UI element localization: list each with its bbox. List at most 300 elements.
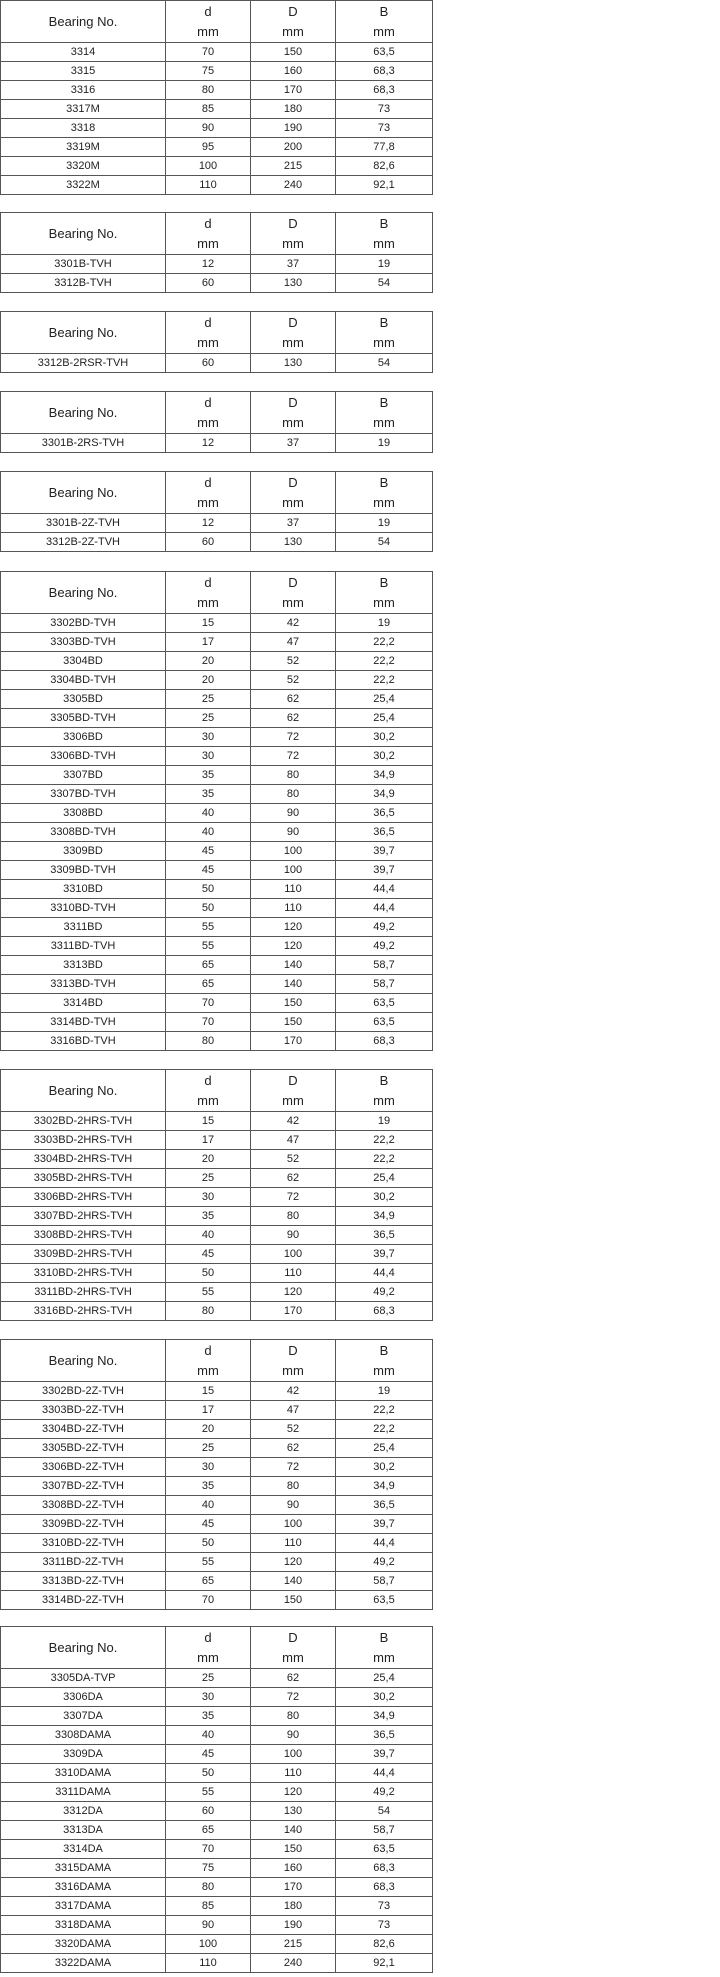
cell-width: 39,7: [336, 861, 433, 880]
cell-outer-diameter: 150: [251, 1840, 336, 1859]
cell-bearing-no: 3304BD-2HRS-TVH: [1, 1150, 166, 1169]
cell-width: 58,7: [336, 1821, 433, 1840]
cell-width: 36,5: [336, 1226, 433, 1245]
cell-bearing-no: 3306BD-TVH: [1, 747, 166, 766]
cell-outer-diameter: 130: [251, 1802, 336, 1821]
cell-width: 19: [336, 255, 433, 274]
cell-bearing-no: 3305DA-TVP: [1, 1669, 166, 1688]
cell-inner-diameter: 20: [166, 652, 251, 671]
cell-width: 44,4: [336, 1764, 433, 1783]
cell-inner-diameter: 60: [166, 1802, 251, 1821]
cell-outer-diameter: 100: [251, 1245, 336, 1264]
header-width-symbol: B: [379, 1072, 389, 1088]
cell-bearing-no: 3301B-2Z-TVH: [1, 514, 166, 533]
cell-bearing-no: 3312DA: [1, 1802, 166, 1821]
cell-width: 49,2: [336, 937, 433, 956]
cell-outer-diameter: 150: [251, 1591, 336, 1610]
cell-bearing-no: 3310BD-2Z-TVH: [1, 1534, 166, 1553]
table-row: [1, 1226, 433, 1245]
cell-bearing-no: 3314: [1, 43, 166, 62]
table-row: [1, 100, 433, 119]
cell-inner-diameter: 45: [166, 1745, 251, 1764]
table-row: [1, 918, 433, 937]
cell-outer-diameter: 215: [251, 1935, 336, 1954]
table-row: [1, 533, 433, 552]
cell-width: 82,6: [336, 157, 433, 176]
cell-inner-diameter: 95: [166, 138, 251, 157]
table-row: [1, 1764, 433, 1783]
cell-inner-diameter: 40: [166, 1726, 251, 1745]
header-bearing-no: Bearing No.: [1, 1340, 166, 1382]
table-row: [1, 747, 433, 766]
cell-bearing-no: 3313BD-TVH: [1, 975, 166, 994]
cell-width: 30,2: [336, 747, 433, 766]
header-bearing-no: Bearing No.: [1, 1070, 166, 1112]
cell-inner-diameter: 70: [166, 994, 251, 1013]
header-outer-diameter: [251, 213, 336, 255]
cell-width: 73: [336, 100, 433, 119]
table-row: [1, 690, 433, 709]
cell-outer-diameter: 62: [251, 1439, 336, 1458]
header-width-unit: mm: [373, 494, 395, 510]
table-row: [1, 1420, 433, 1439]
cell-outer-diameter: 80: [251, 1477, 336, 1496]
cell-width: 68,3: [336, 1032, 433, 1051]
table-row: [1, 176, 433, 195]
cell-width: 63,5: [336, 1013, 433, 1032]
cell-width: 73: [336, 1916, 433, 1935]
header-width-unit: mm: [373, 1649, 395, 1665]
table-row: [1, 1878, 433, 1897]
table-row: [1, 62, 433, 81]
cell-width: 22,2: [336, 633, 433, 652]
header-bearing-no: Bearing No.: [1, 392, 166, 434]
cell-outer-diameter: 150: [251, 43, 336, 62]
cell-width: 68,3: [336, 62, 433, 81]
cell-width: 36,5: [336, 1496, 433, 1515]
cell-bearing-no: 3303BD-TVH: [1, 633, 166, 652]
cell-bearing-no: 3310BD: [1, 880, 166, 899]
table-row: [1, 1534, 433, 1553]
cell-bearing-no: 3306DA: [1, 1688, 166, 1707]
header-outer-diameter-unit: mm: [282, 414, 304, 430]
table-row: [1, 994, 433, 1013]
table-row: [1, 1859, 433, 1878]
cell-width: 30,2: [336, 1188, 433, 1207]
cell-inner-diameter: 35: [166, 1207, 251, 1226]
cell-inner-diameter: 50: [166, 1534, 251, 1553]
table-row: [1, 1131, 433, 1150]
cell-inner-diameter: 50: [166, 880, 251, 899]
cell-width: 25,4: [336, 1439, 433, 1458]
header-width: [336, 1, 433, 43]
cell-outer-diameter: 170: [251, 1032, 336, 1051]
cell-outer-diameter: 140: [251, 1821, 336, 1840]
table-header-row: [1, 472, 433, 514]
table-row: [1, 354, 433, 373]
table-row: [1, 1458, 433, 1477]
cell-inner-diameter: 100: [166, 157, 251, 176]
header-outer-diameter-unit: mm: [282, 235, 304, 251]
cell-bearing-no: 3306BD-2HRS-TVH: [1, 1188, 166, 1207]
header-inner-diameter-symbol: d: [204, 474, 212, 490]
cell-bearing-no: 3309BD-TVH: [1, 861, 166, 880]
table-row: [1, 1935, 433, 1954]
header-inner-diameter-unit: mm: [197, 235, 219, 251]
table-row: [1, 861, 433, 880]
table-header-row: [1, 1340, 433, 1382]
cell-inner-diameter: 50: [166, 1264, 251, 1283]
cell-width: 22,2: [336, 1420, 433, 1439]
cell-inner-diameter: 30: [166, 747, 251, 766]
cell-width: 39,7: [336, 842, 433, 861]
cell-inner-diameter: 100: [166, 1935, 251, 1954]
header-inner-diameter: [166, 1, 251, 43]
header-inner-diameter-symbol: d: [204, 1072, 212, 1088]
cell-outer-diameter: 62: [251, 1169, 336, 1188]
header-width: [336, 312, 433, 354]
cell-bearing-no: 3318DAMA: [1, 1916, 166, 1935]
cell-inner-diameter: 20: [166, 1150, 251, 1169]
cell-bearing-no: 3304BD-TVH: [1, 671, 166, 690]
header-width-unit: mm: [373, 1362, 395, 1378]
header-width-symbol: B: [379, 474, 389, 490]
cell-outer-diameter: 72: [251, 728, 336, 747]
table-row: [1, 255, 433, 274]
bearing-table: [0, 1069, 433, 1321]
cell-bearing-no: 3322M: [1, 176, 166, 195]
table-header-row: [1, 312, 433, 354]
table-header-row: [1, 1070, 433, 1112]
cell-bearing-no: 3313BD: [1, 956, 166, 975]
header-inner-diameter-symbol: d: [204, 1342, 212, 1358]
cell-outer-diameter: 110: [251, 880, 336, 899]
table-row: [1, 1013, 433, 1032]
cell-outer-diameter: 42: [251, 1112, 336, 1131]
cell-width: 49,2: [336, 1283, 433, 1302]
cell-inner-diameter: 60: [166, 274, 251, 293]
header-width-unit: mm: [373, 23, 395, 39]
cell-inner-diameter: 45: [166, 842, 251, 861]
cell-bearing-no: 3313DA: [1, 1821, 166, 1840]
header-outer-diameter: [251, 1627, 336, 1669]
bearing-table: [0, 1339, 433, 1610]
cell-outer-diameter: 47: [251, 1131, 336, 1150]
cell-inner-diameter: 35: [166, 785, 251, 804]
header-inner-diameter: [166, 392, 251, 434]
cell-inner-diameter: 17: [166, 633, 251, 652]
cell-bearing-no: 3308BD-TVH: [1, 823, 166, 842]
cell-outer-diameter: 37: [251, 434, 336, 453]
cell-outer-diameter: 110: [251, 1764, 336, 1783]
cell-bearing-no: 3315: [1, 62, 166, 81]
cell-width: 58,7: [336, 1572, 433, 1591]
cell-inner-diameter: 12: [166, 514, 251, 533]
table-row: [1, 1591, 433, 1610]
cell-inner-diameter: 20: [166, 1420, 251, 1439]
table-row: [1, 1821, 433, 1840]
cell-bearing-no: 3305BD: [1, 690, 166, 709]
cell-width: 22,2: [336, 1401, 433, 1420]
header-outer-diameter-symbol: D: [288, 574, 298, 590]
cell-outer-diameter: 140: [251, 1572, 336, 1591]
table-row: [1, 1707, 433, 1726]
table-row: [1, 633, 433, 652]
cell-inner-diameter: 25: [166, 690, 251, 709]
cell-width: 34,9: [336, 1207, 433, 1226]
cell-inner-diameter: 75: [166, 62, 251, 81]
cell-outer-diameter: 100: [251, 842, 336, 861]
header-inner-diameter-unit: mm: [197, 23, 219, 39]
cell-outer-diameter: 42: [251, 614, 336, 633]
table-row: [1, 1283, 433, 1302]
cell-inner-diameter: 110: [166, 176, 251, 195]
table-row: [1, 1726, 433, 1745]
bearing-table: [0, 311, 433, 373]
header-outer-diameter: [251, 312, 336, 354]
cell-inner-diameter: 55: [166, 918, 251, 937]
cell-width: 63,5: [336, 1591, 433, 1610]
table-row: [1, 1688, 433, 1707]
cell-bearing-no: 3312B-TVH: [1, 274, 166, 293]
cell-bearing-no: 3309BD-2Z-TVH: [1, 1515, 166, 1534]
header-inner-diameter-unit: mm: [197, 1092, 219, 1108]
cell-outer-diameter: 140: [251, 956, 336, 975]
cell-inner-diameter: 50: [166, 899, 251, 918]
cell-inner-diameter: 80: [166, 1032, 251, 1051]
cell-outer-diameter: 160: [251, 62, 336, 81]
cell-inner-diameter: 35: [166, 766, 251, 785]
cell-inner-diameter: 25: [166, 1669, 251, 1688]
cell-bearing-no: 3302BD-2Z-TVH: [1, 1382, 166, 1401]
cell-width: 49,2: [336, 1553, 433, 1572]
cell-width: 36,5: [336, 804, 433, 823]
header-outer-diameter-unit: mm: [282, 1362, 304, 1378]
cell-bearing-no: 3320DAMA: [1, 1935, 166, 1954]
cell-bearing-no: 3301B-TVH: [1, 255, 166, 274]
header-width-symbol: B: [379, 1629, 389, 1645]
bearing-table: [0, 571, 433, 1051]
cell-width: 68,3: [336, 1302, 433, 1321]
header-outer-diameter-unit: mm: [282, 23, 304, 39]
header-outer-diameter-unit: mm: [282, 1649, 304, 1665]
cell-inner-diameter: 65: [166, 1821, 251, 1840]
cell-outer-diameter: 80: [251, 766, 336, 785]
cell-inner-diameter: 15: [166, 1112, 251, 1131]
table-header-row: [1, 1, 433, 43]
table-row: [1, 1669, 433, 1688]
cell-outer-diameter: 100: [251, 1515, 336, 1534]
header-outer-diameter-unit: mm: [282, 334, 304, 350]
cell-outer-diameter: 52: [251, 1420, 336, 1439]
table-header-row: [1, 1627, 433, 1669]
cell-width: 68,3: [336, 1859, 433, 1878]
cell-bearing-no: 3308BD-2HRS-TVH: [1, 1226, 166, 1245]
table-row: [1, 274, 433, 293]
cell-outer-diameter: 170: [251, 1302, 336, 1321]
header-outer-diameter-symbol: D: [288, 474, 298, 490]
cell-bearing-no: 3303BD-2HRS-TVH: [1, 1131, 166, 1150]
cell-bearing-no: 3307BD: [1, 766, 166, 785]
header-outer-diameter-unit: mm: [282, 594, 304, 610]
header-inner-diameter: [166, 572, 251, 614]
table-row: [1, 1112, 433, 1131]
table-row: [1, 1032, 433, 1051]
table-row: [1, 434, 433, 453]
cell-outer-diameter: 240: [251, 1954, 336, 1973]
cell-inner-diameter: 35: [166, 1477, 251, 1496]
cell-bearing-no: 3303BD-2Z-TVH: [1, 1401, 166, 1420]
cell-bearing-no: 3310DAMA: [1, 1764, 166, 1783]
cell-inner-diameter: 40: [166, 1226, 251, 1245]
header-bearing-no: Bearing No.: [1, 312, 166, 354]
cell-outer-diameter: 110: [251, 899, 336, 918]
cell-bearing-no: 3312B-2Z-TVH: [1, 533, 166, 552]
cell-outer-diameter: 190: [251, 1916, 336, 1935]
cell-width: 58,7: [336, 975, 433, 994]
header-bearing-no: Bearing No.: [1, 1, 166, 43]
header-outer-diameter: [251, 1340, 336, 1382]
header-inner-diameter-symbol: d: [204, 574, 212, 590]
table-header-row: [1, 572, 433, 614]
cell-width: 36,5: [336, 823, 433, 842]
header-inner-diameter: [166, 472, 251, 514]
cell-bearing-no: 3314BD-TVH: [1, 1013, 166, 1032]
table-row: [1, 138, 433, 157]
cell-outer-diameter: 52: [251, 652, 336, 671]
header-outer-diameter-unit: mm: [282, 494, 304, 510]
table-row: [1, 1382, 433, 1401]
table-row: [1, 728, 433, 747]
cell-width: 68,3: [336, 81, 433, 100]
table-row: [1, 804, 433, 823]
cell-width: 49,2: [336, 918, 433, 937]
header-width: [336, 1070, 433, 1112]
cell-inner-diameter: 55: [166, 1283, 251, 1302]
header-outer-diameter-symbol: D: [288, 3, 298, 19]
header-inner-diameter-unit: mm: [197, 1649, 219, 1665]
table-row: [1, 119, 433, 138]
header-inner-diameter-symbol: d: [204, 215, 212, 231]
cell-width: 22,2: [336, 671, 433, 690]
header-inner-diameter: [166, 1627, 251, 1669]
cell-width: 19: [336, 1382, 433, 1401]
table-row: [1, 975, 433, 994]
cell-bearing-no: 3317M: [1, 100, 166, 119]
cell-bearing-no: 3313BD-2Z-TVH: [1, 1572, 166, 1591]
table-row: [1, 1477, 433, 1496]
cell-bearing-no: 3302BD-TVH: [1, 614, 166, 633]
table-row: [1, 766, 433, 785]
cell-outer-diameter: 80: [251, 785, 336, 804]
cell-bearing-no: 3306BD-2Z-TVH: [1, 1458, 166, 1477]
cell-inner-diameter: 70: [166, 43, 251, 62]
cell-width: 92,1: [336, 1954, 433, 1973]
table-row: [1, 1150, 433, 1169]
header-outer-diameter-symbol: D: [288, 215, 298, 231]
header-bearing-no: Bearing No.: [1, 472, 166, 514]
header-bearing-no: Bearing No.: [1, 572, 166, 614]
cell-bearing-no: 3301B-2RS-TVH: [1, 434, 166, 453]
table-row: [1, 1496, 433, 1515]
cell-outer-diameter: 52: [251, 671, 336, 690]
cell-width: 36,5: [336, 1726, 433, 1745]
cell-inner-diameter: 85: [166, 1897, 251, 1916]
cell-inner-diameter: 12: [166, 255, 251, 274]
cell-bearing-no: 3304BD-2Z-TVH: [1, 1420, 166, 1439]
table-row: [1, 1897, 433, 1916]
cell-outer-diameter: 90: [251, 804, 336, 823]
header-inner-diameter: [166, 312, 251, 354]
header-width: [336, 472, 433, 514]
cell-bearing-no: 3315DAMA: [1, 1859, 166, 1878]
header-width: [336, 1340, 433, 1382]
header-bearing-no: Bearing No.: [1, 1627, 166, 1669]
bearing-table: [0, 471, 433, 552]
cell-outer-diameter: 72: [251, 1458, 336, 1477]
cell-width: 54: [336, 533, 433, 552]
cell-inner-diameter: 55: [166, 1553, 251, 1572]
table-row: [1, 1840, 433, 1859]
table-row: [1, 956, 433, 975]
cell-width: 73: [336, 119, 433, 138]
cell-bearing-no: 3308BD-2Z-TVH: [1, 1496, 166, 1515]
table-row: [1, 709, 433, 728]
header-inner-diameter-unit: mm: [197, 594, 219, 610]
cell-width: 63,5: [336, 1840, 433, 1859]
cell-inner-diameter: 110: [166, 1954, 251, 1973]
header-inner-diameter-unit: mm: [197, 414, 219, 430]
cell-bearing-no: 3314BD-2Z-TVH: [1, 1591, 166, 1610]
cell-outer-diameter: 80: [251, 1707, 336, 1726]
header-width-symbol: B: [379, 574, 389, 590]
cell-width: 58,7: [336, 956, 433, 975]
cell-width: 25,4: [336, 709, 433, 728]
table-row: [1, 671, 433, 690]
cell-bearing-no: 3316DAMA: [1, 1878, 166, 1897]
cell-width: 22,2: [336, 1150, 433, 1169]
header-inner-diameter-unit: mm: [197, 494, 219, 510]
bearing-table: [0, 212, 433, 293]
cell-width: 25,4: [336, 1669, 433, 1688]
cell-width: 22,2: [336, 1131, 433, 1150]
cell-inner-diameter: 90: [166, 1916, 251, 1935]
header-width-unit: mm: [373, 594, 395, 610]
header-outer-diameter-symbol: D: [288, 394, 298, 410]
cell-outer-diameter: 120: [251, 1283, 336, 1302]
cell-width: 30,2: [336, 1688, 433, 1707]
cell-inner-diameter: 60: [166, 533, 251, 552]
cell-outer-diameter: 130: [251, 274, 336, 293]
cell-width: 82,6: [336, 1935, 433, 1954]
header-inner-diameter-symbol: d: [204, 3, 212, 19]
header-outer-diameter: [251, 472, 336, 514]
cell-inner-diameter: 25: [166, 1439, 251, 1458]
cell-bearing-no: 3307BD-2Z-TVH: [1, 1477, 166, 1496]
cell-width: 54: [336, 1802, 433, 1821]
cell-bearing-no: 3309BD: [1, 842, 166, 861]
cell-outer-diameter: 62: [251, 690, 336, 709]
header-inner-diameter: [166, 1070, 251, 1112]
cell-outer-diameter: 120: [251, 1783, 336, 1802]
table-row: [1, 1188, 433, 1207]
cell-inner-diameter: 25: [166, 709, 251, 728]
cell-bearing-no: 3311BD-TVH: [1, 937, 166, 956]
cell-outer-diameter: 90: [251, 1726, 336, 1745]
cell-inner-diameter: 55: [166, 937, 251, 956]
header-outer-diameter: [251, 1070, 336, 1112]
cell-width: 44,4: [336, 1264, 433, 1283]
